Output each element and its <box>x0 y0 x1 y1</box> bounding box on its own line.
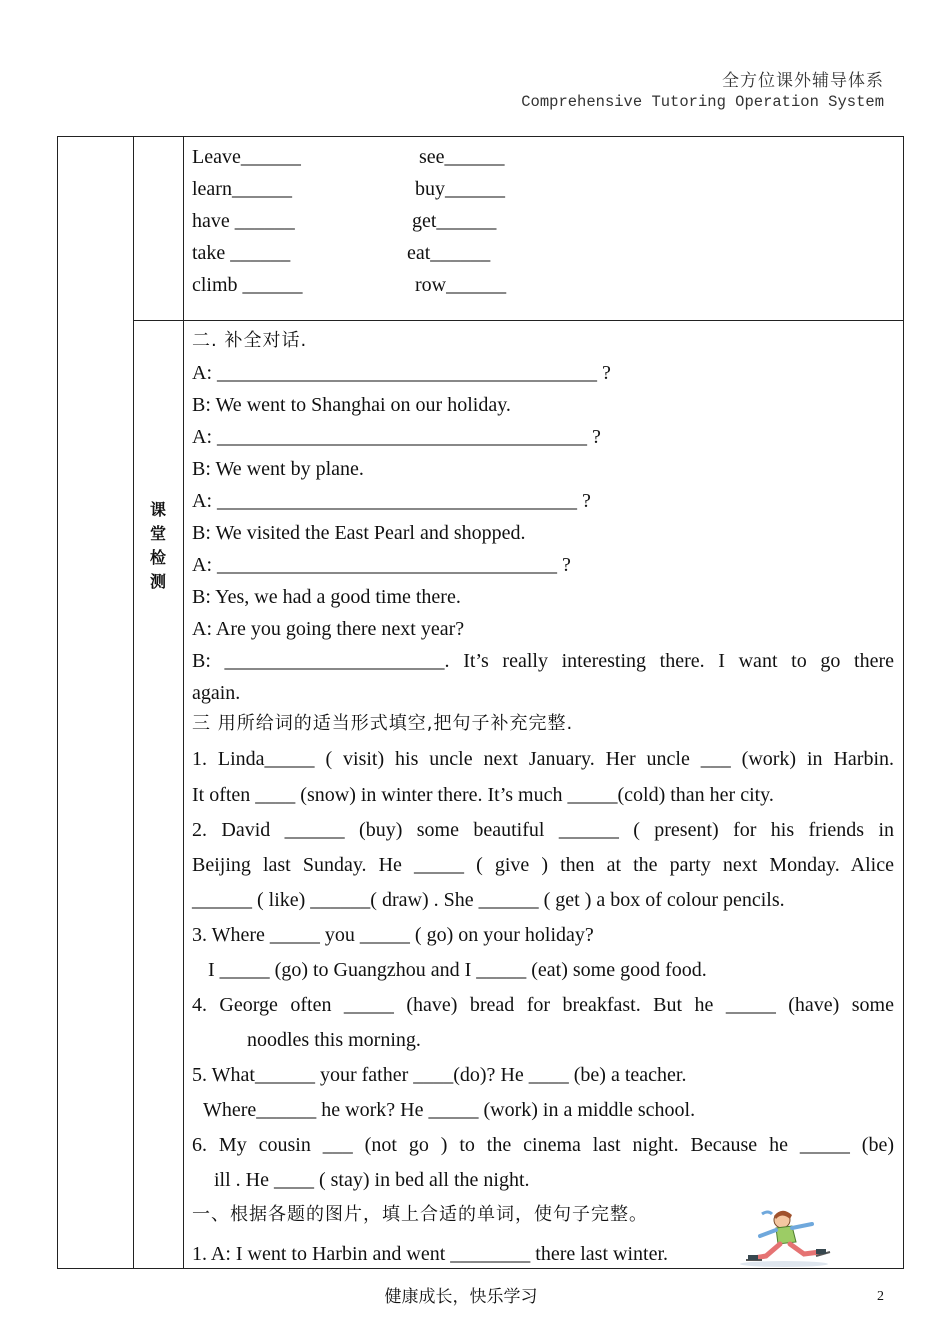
verb-left-3: have ______ <box>192 210 295 232</box>
verb-right-1: see______ <box>419 146 505 168</box>
dialogue-last-line-cont: again. <box>192 682 241 704</box>
question-2-line-3: ______ ( like) ______( draw) . She ______ ( get ) a box of colour pencils. <box>192 889 785 911</box>
skating-girl-icon <box>732 1206 836 1270</box>
dialogue-line: A: ______________________________________ ? <box>192 362 611 384</box>
dialogue-line: A: Are you going there next year? <box>192 618 465 640</box>
verb-right-5: row______ <box>415 274 507 296</box>
question-1-line-2: It often ____ (snow) in winter there. It’s much _____(cold) than her city. <box>192 784 774 806</box>
column-divider-1 <box>133 137 134 1268</box>
verb-left-5: climb ______ <box>192 274 303 296</box>
question-3-line-1: 3. Where _____ you _____ ( go) on your holiday? <box>192 924 594 946</box>
question-4-line-2: noodles this morning. <box>247 1029 421 1051</box>
page-number: 2 <box>877 1289 884 1304</box>
verb-left-1: Leave______ <box>192 146 301 168</box>
dialogue-line: A: ____________________________________ ? <box>192 490 591 512</box>
question-2-line-2: Beijing last Sunday. He _____ ( give ) then at the party next Monday. Alice <box>192 854 894 876</box>
question-3-line-2: I _____ (go) to Guangzhou and I _____ (eat) some good food. <box>208 959 707 981</box>
verb-left-2: learn______ <box>192 178 292 200</box>
part1-heading: 一、根据各题的图片，填上合适的单词，使句子完整。 <box>192 1204 648 1225</box>
dialogue-line: B: We went by plane. <box>192 458 364 480</box>
question-5-line-1: 5. What______ your father ____(do)? He ____ (be) a teacher. <box>192 1064 687 1086</box>
section-label-char: 课 <box>149 500 166 519</box>
question-6-line-1: 6. My cousin ___ (not go ) to the cinema last night. Because he _____ (be) <box>192 1134 894 1156</box>
question-2-line-1: 2. David ______ (buy) some beautiful ______ ( present) for his friends in <box>192 819 894 841</box>
header-cn-title: 全方位课外辅导体系 <box>722 71 884 91</box>
verb-right-2: buy______ <box>415 178 505 200</box>
dialogue-last-line: B: ______________________. It’s really interesting there. I want to go there <box>192 650 894 672</box>
part2-heading: 二. 补全对话. <box>192 330 308 351</box>
picture-question-1: 1. A: I went to Harbin and went ________ there last winter. <box>192 1243 669 1265</box>
section-label-char: 检 <box>149 548 166 567</box>
row-divider <box>133 320 903 321</box>
column-divider-2 <box>183 137 184 1268</box>
question-6-line-2: ill . He ____ ( stay) in bed all the night. <box>214 1169 530 1191</box>
dialogue-line: A: __________________________________ ? <box>192 554 571 576</box>
dialogue-line: B: We went to Shanghai on our holiday. <box>192 394 511 416</box>
footer-slogan: 健康成长，快乐学习 <box>384 1287 538 1307</box>
verb-right-4: eat______ <box>407 242 491 264</box>
question-4-line-1: 4. George often _____ (have) bread for breakfast. But he _____ (have) some <box>192 994 894 1016</box>
verb-right-3: get______ <box>412 210 497 232</box>
question-1-line-1: 1. Linda_____ ( visit) his uncle next January. Her uncle ___ (work) in Harbin. <box>192 748 894 770</box>
verb-left-4: take ______ <box>192 242 291 264</box>
dialogue-line: B: Yes, we had a good time there. <box>192 586 461 608</box>
dialogue-line: B: We visited the East Pearl and shopped. <box>192 522 526 544</box>
section-label-char: 测 <box>149 572 166 591</box>
dialogue-line: A: _____________________________________ ? <box>192 426 601 448</box>
header-en-title: Comprehensive Tutoring Operation System <box>521 93 884 111</box>
part3-heading: 三 用所给词的适当形式填空,把句子补充完整. <box>192 713 574 734</box>
section-label-class-test <box>134 498 182 594</box>
section-label-char: 堂 <box>149 524 166 543</box>
question-5-line-2: Where______ he work? He _____ (work) in a middle school. <box>203 1099 696 1121</box>
